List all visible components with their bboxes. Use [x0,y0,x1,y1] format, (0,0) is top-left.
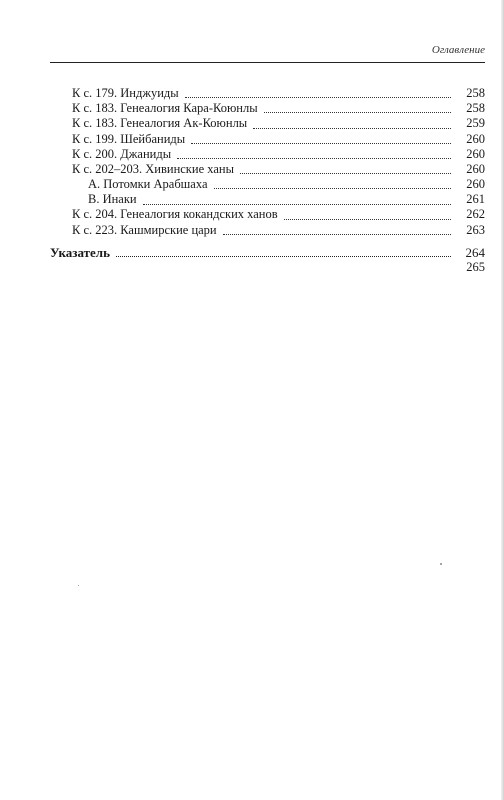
toc-entry-page: 259 [466,116,485,131]
toc-entry-page: 260 [466,146,485,161]
dot-leader [223,234,451,235]
toc-entry-label: К с. 179. Инджуиды [72,85,179,100]
toc-entry-label: Указатель [50,244,110,260]
toc-entry[interactable] [50,101,485,116]
dot-leader [240,173,451,174]
dot-leader [284,219,451,220]
toc-entry-page: 262 [466,207,485,222]
toc-entry-page: 264 [465,244,485,260]
toc-subentry[interactable] [50,177,485,192]
table-of-contents [50,86,485,275]
dot-leader [253,128,451,129]
dot-leader [143,204,451,205]
toc-entry[interactable] [50,116,485,131]
toc-entry-page: 260 [466,177,485,192]
toc-entry-page: 260 [466,131,485,146]
toc-entry[interactable] [50,147,485,162]
toc-entry-label: К с. 200. Джаниды [72,146,172,161]
paper-speck [78,585,79,586]
toc-index-entry[interactable] [50,245,485,260]
dot-leader [185,97,451,98]
toc-entry[interactable] [50,86,485,101]
toc-entry-page: 265 [466,260,485,275]
toc-entry-label: К с. 183. Генеалогия Кара-Коюнлы [72,101,258,116]
paper-speck [440,563,442,565]
toc-entry[interactable] [50,208,485,223]
toc-entry-page: 261 [466,192,485,207]
toc-entry-label: В. Инаки [88,192,137,207]
toc-entry-label: К с. 223. Кашмирские цари [72,222,217,237]
toc-entry[interactable] [50,132,485,147]
dot-leader [214,188,452,189]
toc-entry-label: К с. 202–203. Хивинские ханы [72,161,234,176]
toc-entry-page: 258 [466,101,485,116]
dot-leader [116,256,451,257]
toc-entry-page: 258 [466,85,485,100]
dot-leader [177,158,451,159]
toc-entry-label: А. Потомки Арабшаха [88,177,208,192]
toc-entry[interactable] [50,162,485,177]
toc-entry-page: 260 [466,161,485,176]
toc-subentry[interactable] [50,192,485,207]
toc-entry-label: К с. 183. Генеалогия Ак-Коюнлы [72,116,248,131]
dot-leader [191,143,451,144]
toc-entry-page: 263 [466,222,485,237]
toc-entry-label: К с. 199. Шейбаниды [72,131,186,146]
toc-trailing-page [50,260,485,275]
toc-entry[interactable] [50,223,485,238]
header-rule [50,62,485,63]
dot-leader [264,112,451,113]
toc-entry-label: К с. 204. Генеалогия кокандских ханов [72,207,278,222]
running-head: Оглавление [431,44,485,56]
